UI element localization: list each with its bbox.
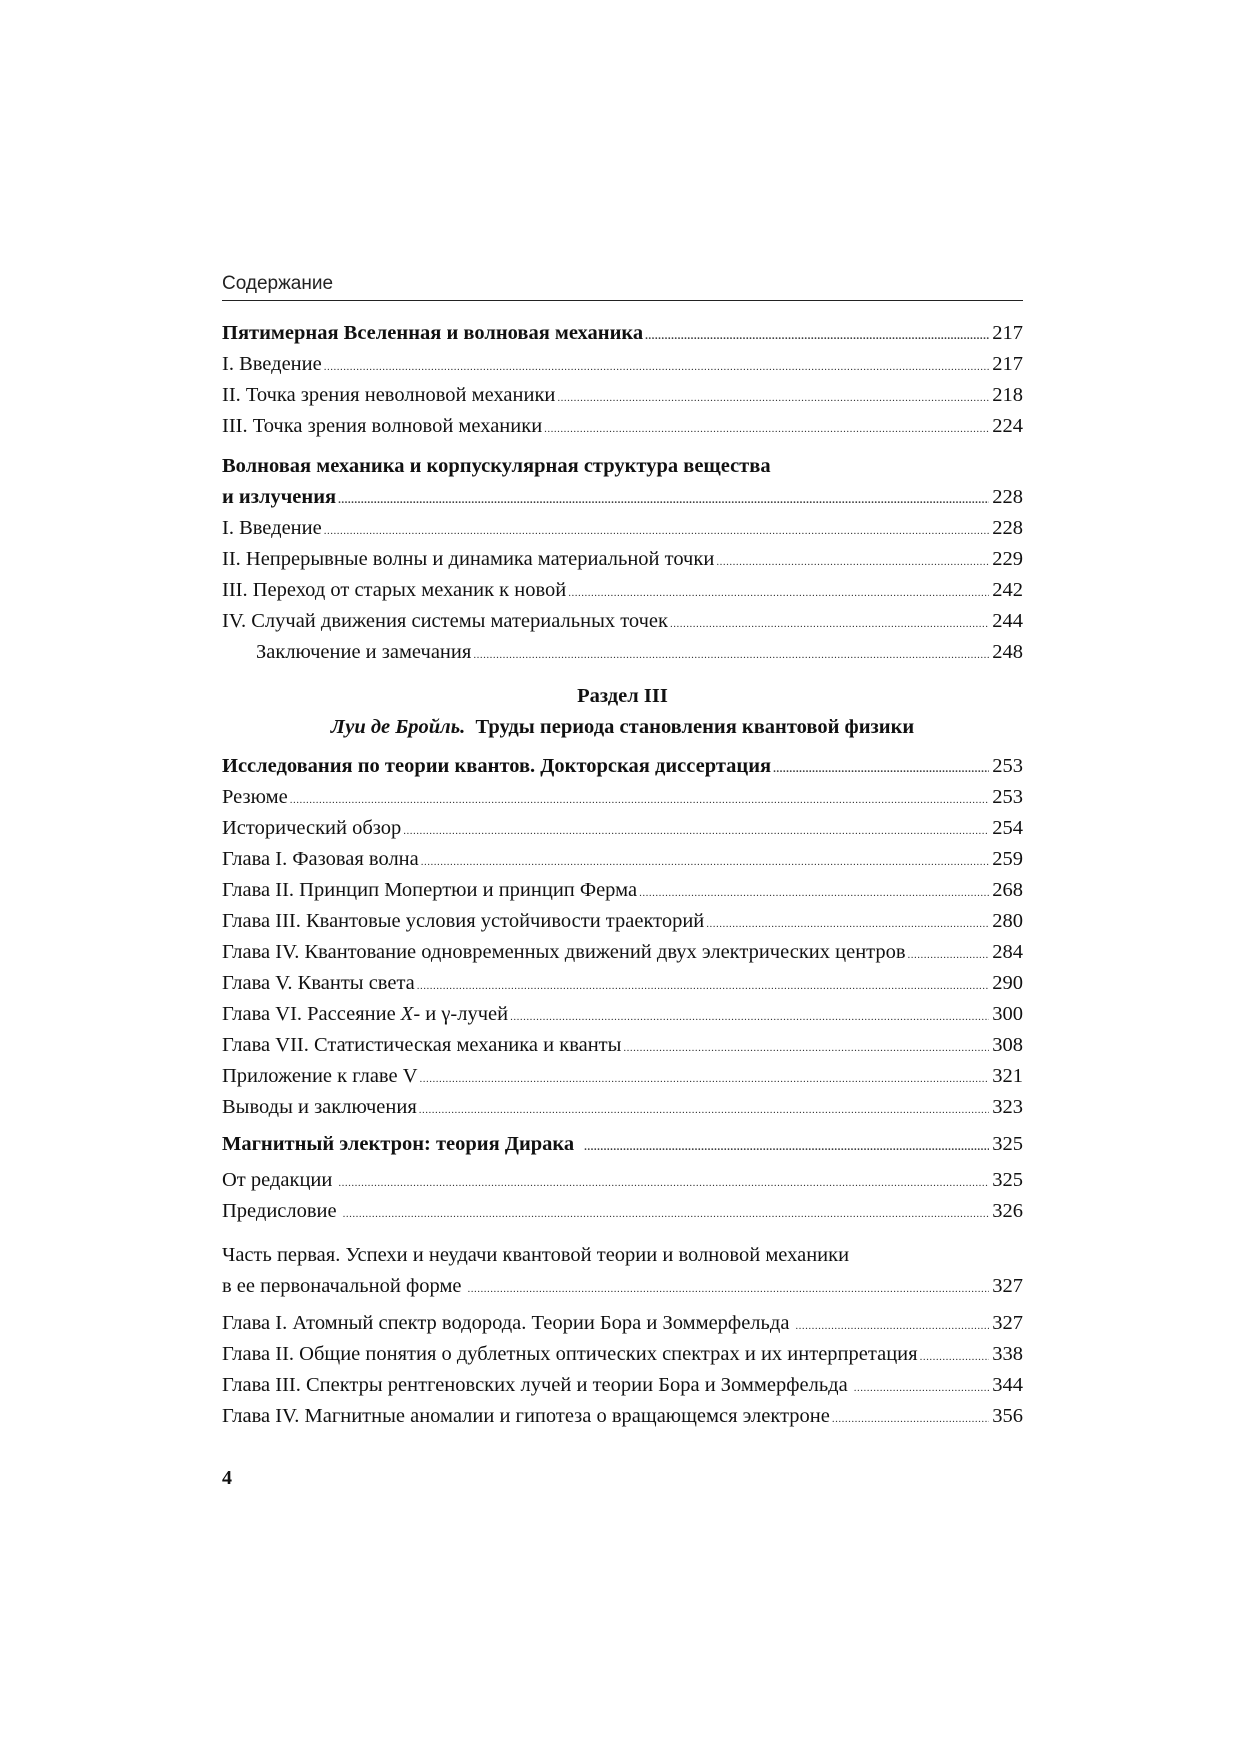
toc-entry-title: в ее первоначальной форме	[222, 1275, 462, 1297]
toc-leader	[920, 1344, 990, 1370]
toc-entry-title: Предисловие	[222, 1200, 337, 1222]
toc-entry	[222, 351, 1023, 380]
toc-entry-title: II. Непрерывные волны и динамика материальной точки	[222, 548, 715, 570]
toc-leader	[510, 1004, 989, 1030]
toc-entry	[222, 546, 1023, 575]
toc-leader	[324, 518, 990, 544]
toc-entry-title: Глава IV. Квантование одновременных движений двух электрических центров	[222, 941, 906, 963]
toc-entry	[222, 484, 1023, 513]
toc-entry	[222, 1032, 1023, 1061]
toc-entry-page: 218	[992, 384, 1023, 406]
toc-entry-page: 253	[992, 786, 1023, 808]
toc-entry	[222, 1131, 1023, 1160]
toc-entry-title: III. Переход от старых механик к новой	[222, 579, 567, 601]
toc-leader	[832, 1406, 989, 1432]
toc-part-line: Часть первая. Успехи и неудачи квантовой теории и волновой механики	[222, 1244, 850, 1266]
toc-entry	[222, 413, 1023, 442]
toc-entry	[222, 908, 1023, 937]
toc-entry-title: Глава II. Общие понятия о дублетных оптических спектрах и их интерпретация	[222, 1343, 918, 1365]
toc-entry	[222, 1403, 1023, 1432]
toc-leader	[421, 849, 989, 875]
toc-entry-page: 253	[992, 755, 1023, 777]
toc-leader	[419, 1097, 989, 1123]
toc-entry-title: Глава VII. Статистическая механика и кванты	[222, 1034, 622, 1056]
toc-entry	[222, 1167, 1023, 1196]
toc-entry	[222, 1310, 1023, 1339]
toc-entry-page: 321	[992, 1065, 1023, 1087]
toc-entry-title-end: - и γ-лучей	[413, 1003, 509, 1025]
toc-entry	[222, 382, 1023, 411]
toc-entry	[222, 1063, 1023, 1092]
toc-entry-title: Заключение и замечания	[256, 641, 472, 663]
toc-leader	[773, 756, 989, 782]
toc-leader	[584, 1134, 989, 1160]
toc-entry-title-start: Глава VI. Рассеяние	[222, 1003, 401, 1025]
section-subtitle	[222, 714, 1023, 740]
toc-leader	[417, 973, 989, 999]
toc-entry-page: 248	[992, 641, 1023, 663]
toc-entry-page: 284	[992, 941, 1023, 963]
toc-entry-page: 308	[992, 1034, 1023, 1056]
toc-entry-title: Глава II. Принцип Мопертюи и принцип Ферма	[222, 879, 638, 901]
toc-entry-title: От редакции	[222, 1169, 333, 1191]
toc-leader	[343, 1201, 990, 1227]
toc-leader	[854, 1375, 990, 1401]
toc-entry	[222, 515, 1023, 544]
toc-entry-title-x: X	[400, 1003, 414, 1025]
toc-entry-title: Приложение к главе V	[222, 1065, 418, 1087]
toc-entry	[222, 608, 1023, 637]
toc-leader	[639, 880, 989, 906]
toc-entry-page: 224	[992, 415, 1023, 437]
toc-leader	[473, 642, 989, 668]
toc-leader	[420, 1066, 990, 1092]
toc-entry-page: 300	[992, 1003, 1023, 1025]
section-subtitle-text: Труды периода становления квантовой физики	[475, 716, 915, 738]
toc-leader	[338, 487, 989, 513]
toc-leader	[403, 818, 989, 844]
toc-leader	[795, 1313, 989, 1339]
toc-entry-page: 356	[992, 1405, 1023, 1427]
toc-entry-page: 338	[992, 1343, 1023, 1365]
toc-entry-page: 242	[992, 579, 1023, 601]
toc-entry	[222, 1198, 1023, 1227]
toc-entry-title: Выводы и заключения	[222, 1096, 417, 1118]
toc-entry-title: Магнитный электрон: теория Дирака	[222, 1133, 575, 1155]
toc-entry	[222, 753, 1023, 782]
toc-entry-title: и излучения	[222, 486, 337, 508]
toc-entry	[222, 1001, 1023, 1030]
toc-entry-page: 217	[992, 353, 1023, 375]
toc-entry-page: 327	[992, 1312, 1023, 1334]
toc-entry-title	[222, 1001, 508, 1027]
toc-entry-page: 280	[992, 910, 1023, 932]
toc-entry	[222, 846, 1023, 875]
toc-entry-title: Исследования по теории квантов. Докторская диссертация	[222, 755, 772, 777]
toc-leader	[623, 1035, 989, 1061]
toc-entry-page: 327	[992, 1275, 1023, 1297]
toc-entry-title: Резюме	[222, 786, 288, 808]
toc-title-line: Волновая механика и корпускулярная структура вещества	[222, 455, 771, 477]
toc-entry-title: III. Точка зрения волновой механики	[222, 415, 543, 437]
toc-entry-title: Глава I. Фазовая волна	[222, 848, 419, 870]
toc-entry-title: Глава III. Спектры рентгеновских лучей и теории Бора и Зоммерфельда	[222, 1374, 848, 1396]
toc-entry	[222, 815, 1023, 844]
toc-entry-title: IV. Случай движения системы материальных точек	[222, 610, 668, 632]
header-rule	[222, 300, 1023, 301]
toc-entry-title: Исторический обзор	[222, 817, 402, 839]
toc-entry-page: 325	[992, 1169, 1023, 1191]
section-heading: Раздел III	[577, 685, 668, 707]
toc-leader	[324, 354, 990, 380]
toc-entry-page: 217	[992, 322, 1023, 344]
toc-entry-title: I. Введение	[222, 517, 322, 539]
toc-entry	[222, 320, 1023, 349]
toc-entry-title: Глава I. Атомный спектр водорода. Теории Бора и Зоммерфельда	[222, 1312, 790, 1334]
toc-entry	[222, 970, 1023, 999]
running-header: Содержание	[222, 273, 334, 294]
toc-entry-page: 254	[992, 817, 1023, 839]
toc-entry	[222, 1273, 1023, 1302]
toc-entry-title: I. Введение	[222, 353, 322, 375]
section-author: Луи де Бройль.	[330, 716, 466, 738]
toc-leader	[544, 416, 989, 442]
toc-entry-title: Глава V. Кванты света	[222, 972, 415, 994]
toc-entry	[222, 1341, 1023, 1370]
page-number: 4	[222, 1467, 232, 1489]
toc-entry	[222, 877, 1023, 906]
toc-entry-title: Глава IV. Магнитные аномалии и гипотеза о вращающемся электроне	[222, 1405, 830, 1427]
toc-entry-page: 344	[992, 1374, 1023, 1396]
toc-leader	[645, 323, 989, 349]
toc-entry	[222, 1372, 1023, 1401]
toc-entry	[222, 1094, 1023, 1123]
toc-entry-title: Глава III. Квантовые условия устойчивости траекторий	[222, 910, 705, 932]
toc-entry-page: 323	[992, 1096, 1023, 1118]
toc-leader	[557, 385, 989, 411]
toc-leader	[468, 1276, 990, 1302]
toc-entry-page: 268	[992, 879, 1023, 901]
toc-leader	[568, 580, 989, 606]
toc-entry	[222, 784, 1023, 813]
toc-leader	[706, 911, 989, 937]
toc-leader	[908, 942, 990, 968]
toc-entry-page: 228	[992, 517, 1023, 539]
toc-entry	[222, 577, 1023, 606]
toc-leader	[338, 1170, 989, 1196]
toc-entry-page: 326	[992, 1200, 1023, 1222]
toc-entry-page: 290	[992, 972, 1023, 994]
toc-leader	[670, 611, 989, 637]
toc-entry-title: II. Точка зрения неволновой механики	[222, 384, 556, 406]
toc-leader	[716, 549, 989, 575]
toc-leader	[290, 787, 990, 813]
toc-entry-page: 229	[992, 548, 1023, 570]
toc-entry-page: 244	[992, 610, 1023, 632]
toc-entry	[222, 939, 1023, 968]
toc-entry-page: 325	[992, 1133, 1023, 1155]
toc-entry	[256, 639, 1023, 668]
toc-entry-page: 259	[992, 848, 1023, 870]
toc-entry-title: Пятимерная Вселенная и волновая механика	[222, 322, 644, 344]
toc-entry-page: 228	[992, 486, 1023, 508]
